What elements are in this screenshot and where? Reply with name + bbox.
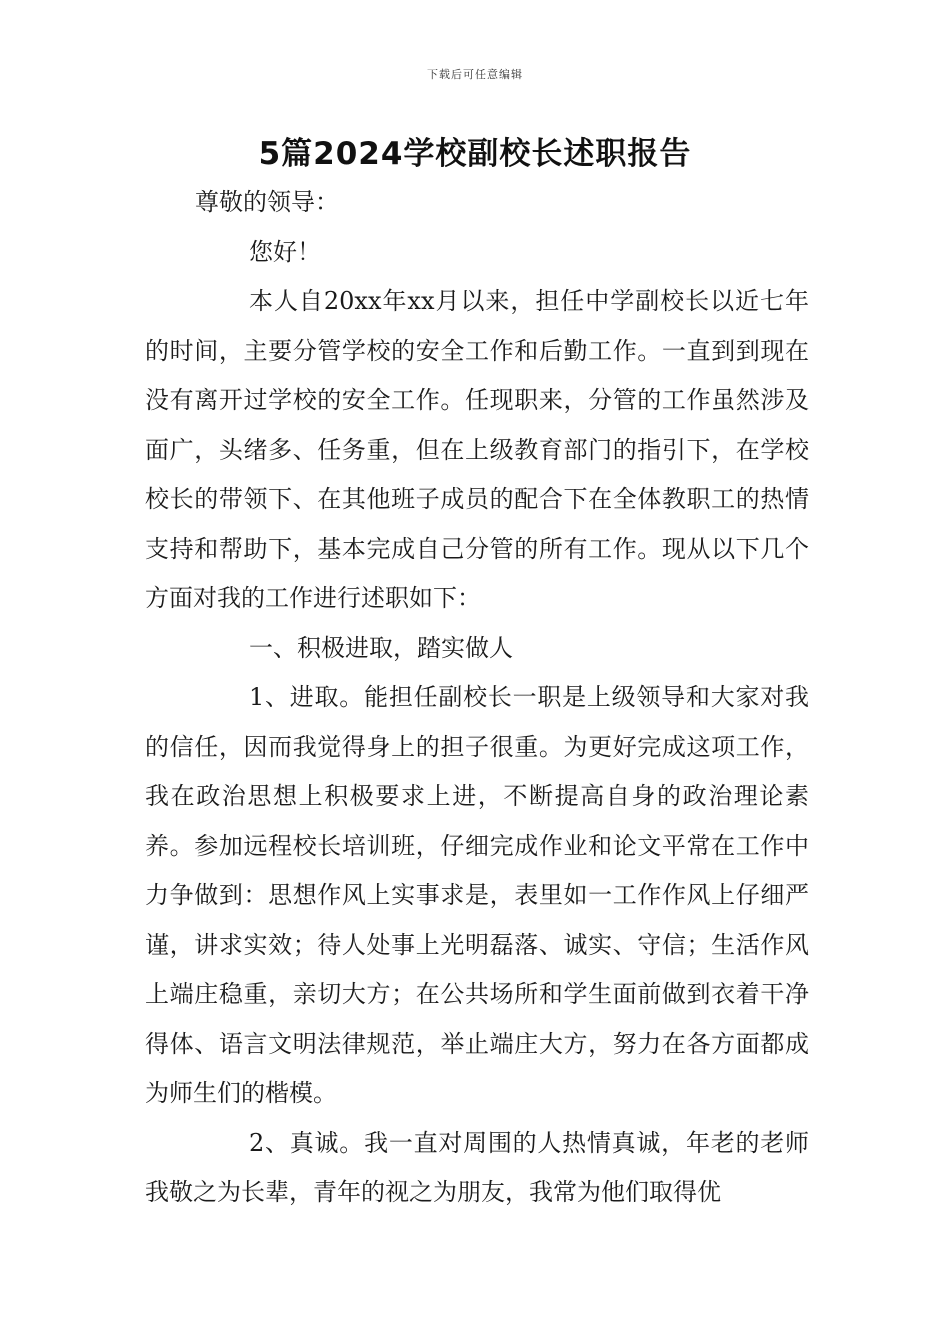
paragraph-intro: 本人自20xx年xx月以来，担任中学副校长以近七年的时间，主要分管学校的安全工作和后勤工作。一直到到现在没有离开过学校的安全工作。任现职来，分管的工作虽然涉及面广，头绪多、任务重，但在上级教育部门的指引下，在学校校长的带领下、在其他班子成员的配合下在全体教职工的热情支持和帮助下，基本完成自己分管的所有工作。现从以下几个方面对我的工作进行述职如下： xyxy=(145,287,809,612)
document-body xyxy=(145,178,809,1218)
paragraph-progress: 1、进取。能担任副校长一职是上级领导和大家对我的信任，因而我觉得身上的担子很重。为更好完成这项工作，我在政治思想上积极要求上进，不断提高自身的政治理论素养。参加远程校长培训班，仔细完成作业和论文平常在工作中力争做到：思想作风上实事求是，表里如一工作作风上仔细严谨，讲求实效；待人处事上光明磊落、诚实、守信；生活作风上端庄稳重，亲切大方；在公共场所和学生面前做到衣着干净得体、语言文明法律规范，举止端庄大方，努力在各方面都成为师生们的楷模。 xyxy=(145,683,809,1107)
greeting: 您好！ xyxy=(249,237,321,266)
header-note: 下载后可任意编辑 xyxy=(427,68,523,81)
document-title: 5篇2024学校副校长述职报告 xyxy=(258,136,692,172)
paragraph-sincerity: 2、真诚。我一直对周围的人热情真诚，年老的老师我敬之为长辈，青年的视之为朋友，我常为他们取得优 xyxy=(145,1128,809,1206)
section-heading: 一、积极进取，踏实做人 xyxy=(249,633,513,662)
salutation: 尊敬的领导： xyxy=(195,188,339,216)
